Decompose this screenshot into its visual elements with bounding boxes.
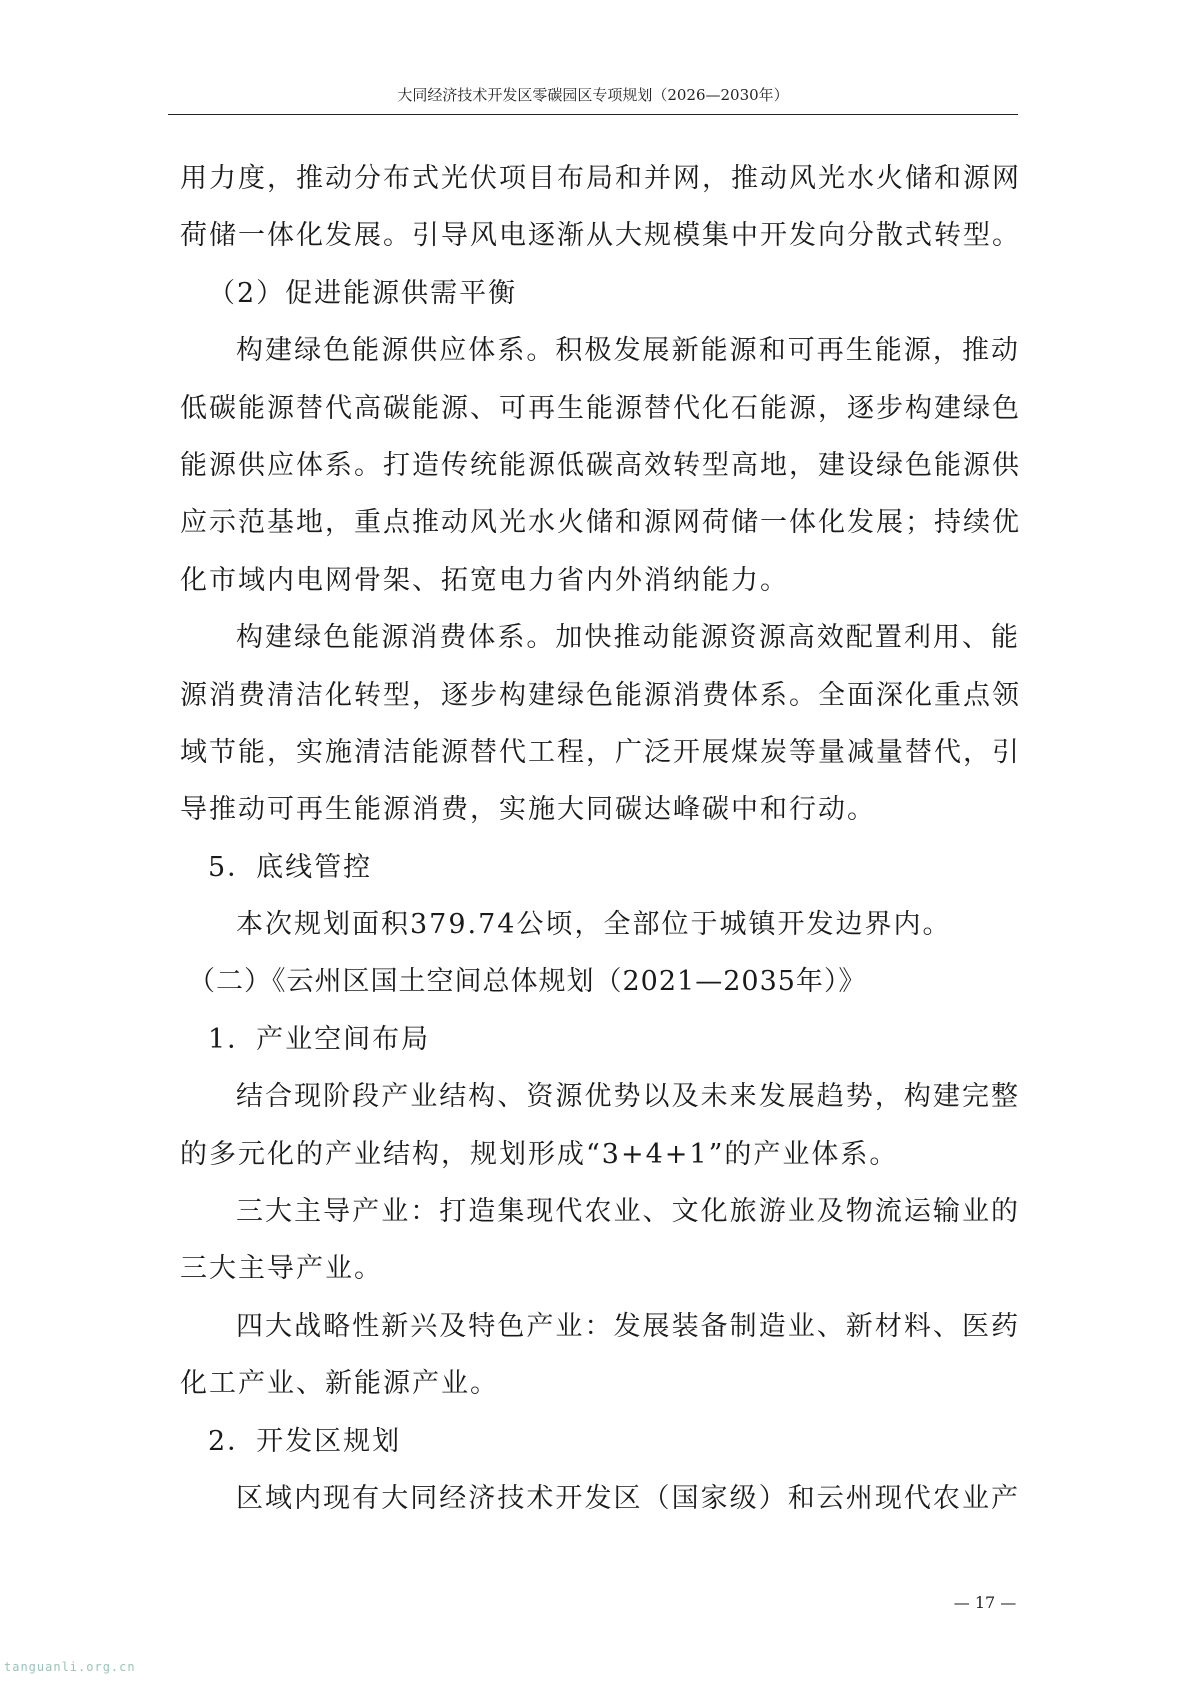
body-line: 应示范基地，重点推动风光水火储和源网荷储一体化发展；持续优 xyxy=(180,507,1021,539)
body-line: 化市域内电网骨架、拓宽电力省内外消纳能力。 xyxy=(180,564,789,596)
body-line: 本次规划面积379.74公顷，全部位于城镇开发边界内。 xyxy=(236,909,952,941)
body-line: 能源供应体系。打造传统能源低碳高效转型高地，建设绿色能源供 xyxy=(180,449,1021,481)
subsection-heading: 5．底线管控 xyxy=(208,851,373,883)
body-line: 四大战略性新兴及特色产业：发展装备制造业、新材料、医药 xyxy=(236,1310,1020,1342)
body-line: 低碳能源替代高碳能源、可再生能源替代化石能源，逐步构建绿色 xyxy=(180,392,1021,424)
page-number: — 17 — xyxy=(953,1593,1017,1612)
body-line: 源消费清洁化转型，逐步构建绿色能源消费体系。全面深化重点领 xyxy=(180,679,1021,711)
body-line: 域节能，实施清洁能源替代工程，广泛开展煤炭等量减量替代，引 xyxy=(180,736,1021,768)
body-line: 三大主导产业：打造集现代农业、文化旅游业及物流运输业的 xyxy=(236,1196,1020,1228)
body-line: 的多元化的产业结构，规划形成“3+4+1”的产业体系。 xyxy=(180,1138,899,1170)
body-line: 结合现阶段产业结构、资源优势以及未来发展趋势，构建完整 xyxy=(236,1081,1020,1113)
subsection-heading: （2）促进能源供需平衡 xyxy=(208,277,518,309)
body-line: 荷储一体化发展。引导风电逐渐从大规模集中开发向分散式转型。 xyxy=(180,220,1021,252)
body-line: 用力度，推动分布式光伏项目布局和并网，推动风光水火储和源网 xyxy=(180,163,1021,194)
page-body xyxy=(180,150,1020,1527)
running-header: 大同经济技术开发区零碳园区专项规划（2026—2030年） xyxy=(397,86,789,104)
body-line: 化工产业、新能源产业。 xyxy=(180,1368,499,1400)
subsection-heading: 2．开发区规划 xyxy=(208,1425,402,1457)
header-rule xyxy=(168,114,1018,115)
body-line: 三大主导产业。 xyxy=(180,1253,383,1285)
subsection-heading: 1．产业空间布局 xyxy=(208,1023,431,1055)
section-heading: （二）《云州区国土空间总体规划（2021—2035年）》 xyxy=(188,966,867,998)
body-line: 区域内现有大同经济技术开发区（国家级）和云州现代农业产 xyxy=(236,1482,1020,1514)
body-line: 构建绿色能源消费体系。加快推动能源资源高效配置利用、能 xyxy=(236,622,1020,654)
body-line: 构建绿色能源供应体系。积极发展新能源和可再生能源，推动 xyxy=(236,335,1020,367)
body-line: 导推动可再生能源消费，实施大同碳达峰碳中和行动。 xyxy=(180,794,876,826)
watermark: tanguanli.org.cn xyxy=(4,1660,136,1674)
